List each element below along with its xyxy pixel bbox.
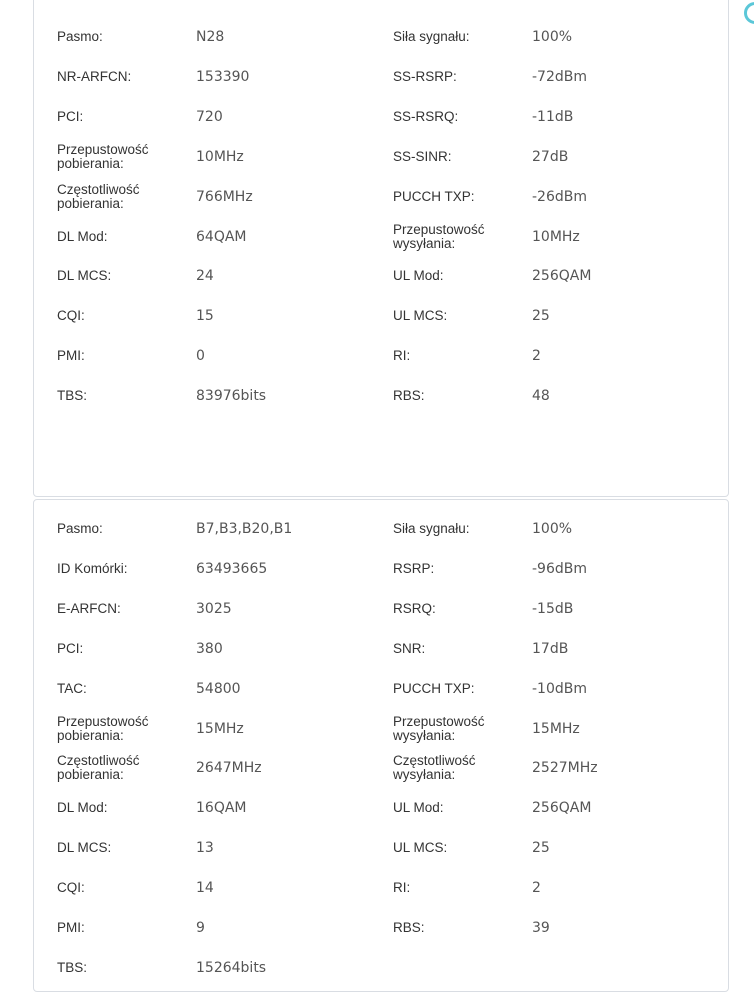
value-text: 25 [532, 840, 550, 857]
label-text: RI: [393, 880, 411, 896]
field-value-pasmo [196, 509, 346, 549]
field-value-rsrp [532, 549, 682, 589]
info-row [34, 589, 728, 629]
value-text: 15MHz [196, 720, 244, 737]
info-row [34, 629, 728, 669]
info-row [34, 868, 728, 908]
value-text: 16QAM [196, 800, 247, 817]
field-value-cqi [196, 868, 346, 908]
field-value-ss-rsrp [532, 57, 682, 97]
value-text: 13 [196, 840, 214, 857]
field-value-ul-mod [532, 788, 682, 828]
value-text: 27dB [532, 148, 569, 165]
field-label-dl-mod [57, 788, 182, 828]
value-text: -26dBm [532, 188, 587, 205]
label-text: NR-ARFCN: [57, 68, 132, 84]
field-value-pci [196, 97, 346, 137]
info-row [34, 376, 728, 416]
label-text: RI: [393, 348, 411, 364]
field-label-ri [393, 868, 518, 908]
field-label-przepustowosc-wysylania [393, 217, 518, 257]
field-value-ri [532, 868, 682, 908]
label-text: TAC: [57, 680, 87, 696]
field-value-pci [196, 629, 346, 669]
field-label-ul-mcs [393, 296, 518, 336]
label-text: Przepustowość wysyłania: [393, 221, 485, 251]
field-value-czestotliwosc-pobierania [196, 177, 346, 217]
field-label-rsrq [393, 589, 518, 629]
value-text: -11dB [532, 108, 574, 125]
label-text: UL Mod: [393, 268, 444, 284]
field-value-dl-mcs [196, 828, 346, 868]
field-label-ul-mcs [393, 828, 518, 868]
info-row [34, 177, 728, 217]
field-value-czestotliwosc-pobierania [196, 748, 346, 788]
partial-circle-icon[interactable] [744, 2, 754, 24]
info-row [34, 948, 728, 988]
value-text: 100% [532, 29, 573, 45]
field-value-ss-rsrq [532, 97, 682, 137]
label-text: PCI: [57, 640, 84, 656]
label-text: PMI: [57, 348, 85, 364]
label-text: RSRQ: [393, 600, 436, 616]
value-text: 83976bits [196, 388, 267, 405]
label-text: PUCCH TXP: [393, 188, 475, 204]
field-value-pmi [196, 336, 346, 376]
field-label-czestotliwosc-wysylania [393, 748, 518, 788]
value-text: 2 [532, 880, 541, 897]
field-value-pucch-txp [532, 669, 682, 709]
field-value-pmi [196, 908, 346, 948]
field-label-rsrp [393, 549, 518, 589]
field-label-tbs [57, 376, 182, 416]
value-text: 256QAM [532, 800, 592, 817]
value-text: -96dBm [532, 560, 587, 577]
label-text: RBS: [393, 388, 425, 404]
info-row [34, 788, 728, 828]
value-text: 2 [532, 348, 541, 365]
field-label-tac [57, 669, 182, 709]
field-label-pasmo [57, 17, 182, 57]
field-label-sila-sygnalu [393, 17, 518, 57]
field-label-ul-mod [393, 788, 518, 828]
info-row [34, 549, 728, 589]
field-value-czestotliwosc-wysylania [532, 748, 682, 788]
field-label-nr-arfcn [57, 57, 182, 97]
info-row [34, 137, 728, 177]
value-text: 25 [532, 308, 550, 325]
field-label-sila-sygnalu [393, 509, 518, 549]
info-row [34, 908, 728, 948]
field-label-ss-rsrq [393, 97, 518, 137]
field-value-id-komorki [196, 549, 346, 589]
field-value-cqi [196, 296, 346, 336]
info-row [34, 828, 728, 868]
field-value-sila-sygnalu [532, 17, 682, 57]
value-text: 15264bits [196, 959, 267, 976]
label-text: Przepustowość wysyłania: [393, 713, 485, 743]
field-label-pci [57, 629, 182, 669]
label-text: TBS: [57, 959, 88, 975]
field-label-pmi [57, 908, 182, 948]
label-text: Pasmo: [57, 521, 103, 536]
info-row [34, 217, 728, 257]
field-value-dl-mcs [196, 256, 346, 296]
label-text: Częstotliwość wysyłania: [393, 753, 476, 783]
label-text: Siła sygnału: [393, 29, 470, 44]
field-value-przepustowosc-wysylania [532, 709, 682, 749]
field-label-pmi [57, 336, 182, 376]
value-text: -72dBm [532, 68, 587, 85]
value-text: 3025 [196, 600, 232, 617]
label-text: CQI: [57, 880, 85, 896]
field-value-pasmo [196, 17, 346, 57]
field-value-rsrq [532, 589, 682, 629]
field-value-przepustowosc-pobierania [196, 137, 346, 177]
field-label-rbs [393, 376, 518, 416]
field-value-tbs [196, 948, 346, 988]
value-text: 10MHz [532, 228, 580, 245]
info-row [34, 748, 728, 788]
label-text: ID Komórki: [57, 560, 128, 576]
label-text: UL MCS: [393, 308, 448, 324]
label-text: SS-RSRP: [393, 68, 457, 84]
field-label-pci [57, 97, 182, 137]
info-row [34, 709, 728, 749]
value-text: 766MHz [196, 188, 253, 205]
info-row [34, 336, 728, 376]
field-label-ri [393, 336, 518, 376]
label-text: PMI: [57, 920, 85, 935]
label-text: UL MCS: [393, 840, 448, 856]
field-value-nr-arfcn [196, 57, 346, 97]
label-text: SS-SINR: [393, 148, 452, 164]
label-text: Częstotliwość pobierania: [57, 753, 140, 783]
field-value-przepustowosc-pobierania [196, 709, 346, 749]
field-label-cqi [57, 296, 182, 336]
value-text: 380 [196, 640, 223, 657]
field-value-ul-mod [532, 256, 682, 296]
field-label-e-arfcn [57, 589, 182, 629]
label-text: RBS: [393, 920, 425, 935]
field-value-sila-sygnalu [532, 509, 682, 549]
lte-signal-card [33, 499, 729, 992]
value-text: 17dB [532, 640, 569, 657]
label-text: Przepustowość pobierania: [57, 141, 149, 171]
field-label-przepustowosc-pobierania [57, 709, 182, 749]
field-value-rbs [532, 376, 682, 416]
field-value-przepustowosc-wysylania [532, 217, 682, 257]
field-label-przepustowosc-wysylania [393, 709, 518, 749]
value-text: 256QAM [532, 268, 592, 285]
value-text: 9 [196, 920, 205, 936]
value-text: N28 [196, 29, 225, 45]
field-label-dl-mcs [57, 256, 182, 296]
field-value-dl-mod [196, 788, 346, 828]
label-text: DL Mod: [57, 800, 108, 816]
value-text: 15MHz [532, 720, 580, 737]
field-value-rbs [532, 908, 682, 948]
nr-signal-card [33, 0, 729, 497]
label-text: DL MCS: [57, 840, 112, 856]
label-text: PCI: [57, 108, 84, 124]
label-text: RSRP: [393, 560, 435, 576]
value-text: 153390 [196, 68, 250, 85]
label-text: Pasmo: [57, 29, 103, 44]
field-label-tbs [57, 948, 182, 988]
field-label-dl-mcs [57, 828, 182, 868]
field-label-pucch-txp [393, 669, 518, 709]
value-text: 2527MHz [532, 760, 598, 777]
value-text: -10dBm [532, 680, 587, 697]
value-text: 39 [532, 920, 550, 936]
info-row [34, 256, 728, 296]
value-text: 14 [196, 880, 214, 897]
info-row [34, 57, 728, 97]
field-label-pasmo [57, 509, 182, 549]
field-label-przepustowosc-pobierania [57, 137, 182, 177]
field-label-czestotliwosc-pobierania [57, 177, 182, 217]
field-value-e-arfcn [196, 589, 346, 629]
field-value-ri [532, 336, 682, 376]
label-text: Częstotliwość pobierania: [57, 181, 140, 211]
value-text: 2647MHz [196, 760, 262, 777]
field-label-dl-mod [57, 217, 182, 257]
field-label-cqi [57, 868, 182, 908]
info-row [34, 669, 728, 709]
info-row [34, 296, 728, 336]
value-text: 10MHz [196, 148, 244, 165]
field-value-tac [196, 669, 346, 709]
field-label-pucch-txp [393, 177, 518, 217]
field-value-ss-sinr [532, 137, 682, 177]
value-text: 24 [196, 268, 214, 285]
field-label-id-komorki [57, 549, 182, 589]
value-text: 63493665 [196, 560, 268, 577]
label-text: TBS: [57, 388, 88, 404]
value-text: 48 [532, 388, 550, 405]
field-label-ss-sinr [393, 137, 518, 177]
field-value-tbs [196, 376, 346, 416]
info-row [34, 509, 728, 549]
field-label-rbs [393, 908, 518, 948]
label-text: PUCCH TXP: [393, 680, 475, 696]
label-text: E-ARFCN: [57, 600, 121, 616]
value-text: 15 [196, 308, 214, 325]
label-text: CQI: [57, 308, 85, 324]
field-label-ss-rsrp [393, 57, 518, 97]
value-text: 100% [532, 521, 573, 537]
label-text: DL MCS: [57, 268, 112, 284]
label-text: SNR: [393, 640, 426, 656]
label-text: DL Mod: [57, 228, 108, 244]
value-text: 0 [196, 348, 205, 365]
value-text: -15dB [532, 600, 574, 617]
value-text: 54800 [196, 680, 241, 697]
label-text: Siła sygnału: [393, 521, 470, 536]
field-value-dl-mod [196, 217, 346, 257]
label-text: UL Mod: [393, 800, 444, 816]
value-text: 64QAM [196, 228, 247, 245]
field-value-ul-mcs [532, 296, 682, 336]
value-text: B7,B3,B20,B1 [196, 521, 293, 537]
label-text: Przepustowość pobierania: [57, 713, 149, 743]
field-label-snr [393, 629, 518, 669]
info-row [34, 17, 728, 57]
field-value-pucch-txp [532, 177, 682, 217]
field-label-ul-mod [393, 256, 518, 296]
field-value-snr [532, 629, 682, 669]
value-text: 720 [196, 108, 223, 125]
label-text: SS-RSRQ: [393, 108, 459, 124]
info-row [34, 97, 728, 137]
field-label-czestotliwosc-pobierania [57, 748, 182, 788]
field-value-ul-mcs [532, 828, 682, 868]
